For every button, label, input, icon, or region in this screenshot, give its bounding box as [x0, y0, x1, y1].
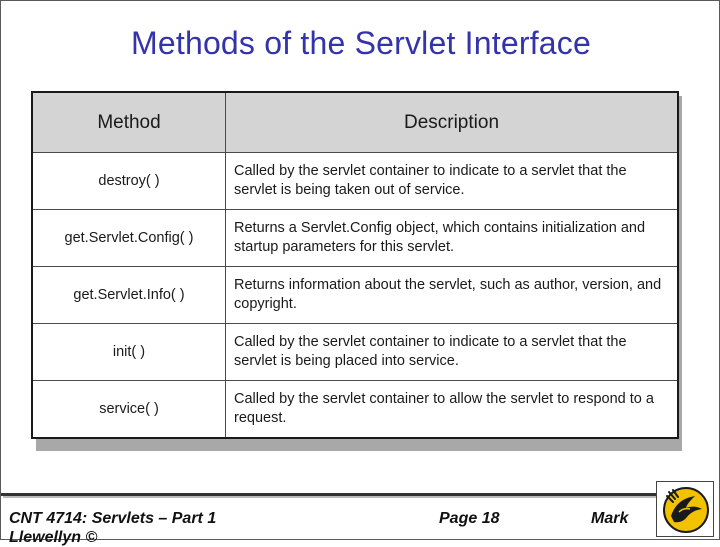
footer-author: Mark — [591, 510, 629, 527]
method-cell: get.Servlet.Info( ) — [32, 267, 226, 324]
ucf-pegasus-logo-icon — [656, 481, 714, 537]
description-cell: Returns a Servlet.Config object, which contains initialization and startup parameters for this servlet. — [226, 210, 679, 267]
method-cell: init( ) — [32, 324, 226, 381]
footer-course: CNT 4714: Servlets – Part 1 — [9, 510, 217, 527]
description-cell: Called by the servlet container to indicate to a servlet that the servlet is being taken out of service. — [226, 153, 679, 210]
table-row — [32, 381, 678, 439]
table-row — [32, 324, 678, 381]
table-row — [32, 267, 678, 324]
method-cell: destroy( ) — [32, 153, 226, 210]
footer-divider-shadow — [3, 496, 656, 498]
footer-page-number: Page 18 — [439, 510, 500, 527]
slide-title: Methods of the Servlet Interface — [131, 25, 591, 61]
methods-table — [31, 91, 679, 439]
table-header-row — [32, 92, 678, 153]
header-method: Method — [32, 92, 226, 153]
description-cell: Returns information about the servlet, such as author, version, and copyright. — [226, 267, 679, 324]
description-cell: Called by the servlet container to indicate to a servlet that the servlet is being placed into service. — [226, 324, 679, 381]
footer-author-continued: Llewellyn © — [9, 529, 98, 546]
header-description: Description — [226, 92, 679, 153]
method-cell: get.Servlet.Config( ) — [32, 210, 226, 267]
table-row — [32, 210, 678, 267]
description-cell: Called by the servlet container to allow the servlet to respond to a request. — [226, 381, 679, 439]
method-cell: service( ) — [32, 381, 226, 439]
table-row — [32, 153, 678, 210]
